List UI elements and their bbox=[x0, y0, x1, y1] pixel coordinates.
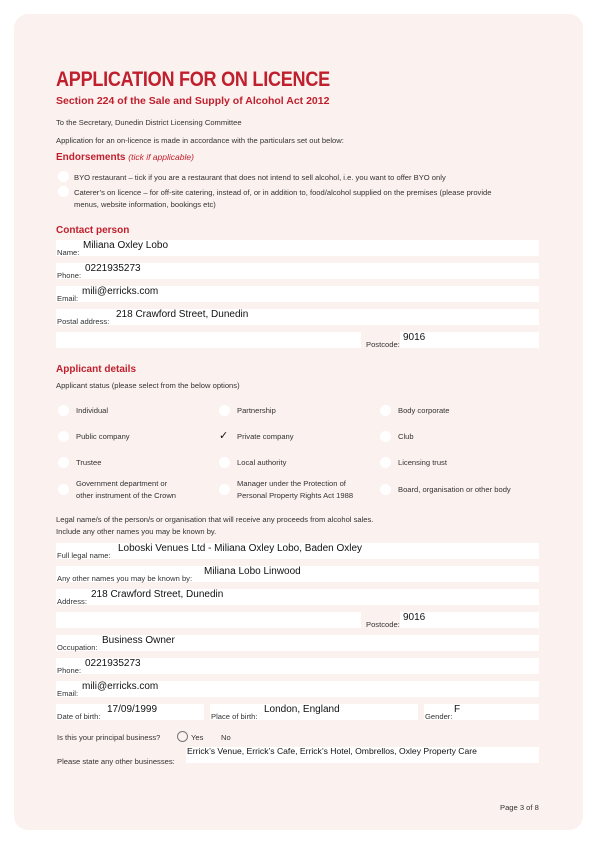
status-government-radio[interactable] bbox=[58, 484, 69, 495]
other-businesses-value: Errick’s Venue, Errick’s Cafe, Errick’s Hotel, Ombrellos, Oxley Property Care bbox=[187, 746, 477, 756]
caterer-checkbox[interactable] bbox=[58, 186, 69, 197]
status-trustee-label: Trustee bbox=[76, 458, 102, 467]
applicant-heading: Applicant details bbox=[56, 364, 137, 375]
status-private-company-checkmark[interactable]: ✓ bbox=[219, 429, 229, 442]
status-club-radio[interactable] bbox=[380, 431, 391, 442]
applicant-address-label: Address: bbox=[57, 597, 87, 606]
status-body-corporate-radio[interactable] bbox=[380, 405, 391, 416]
contact-phone-label: Phone: bbox=[57, 271, 82, 280]
applicant-postcode-value: 9016 bbox=[403, 612, 426, 623]
status-licensing-trust-radio[interactable] bbox=[380, 457, 391, 468]
to-line: To the Secretary, Dunedin District Licensing Committee bbox=[56, 118, 242, 127]
status-government-label: Government department or other instrument of the Crown bbox=[76, 479, 177, 500]
contact-heading: Contact person bbox=[56, 225, 130, 236]
contact-name-label: Name: bbox=[57, 248, 80, 257]
status-individual-radio[interactable] bbox=[58, 405, 69, 416]
occupation-label: Occupation: bbox=[57, 643, 98, 652]
status-local-authority-radio[interactable] bbox=[219, 457, 230, 468]
intro-text: Application for an on-licence is made in accordance with the particulars set out below: bbox=[56, 136, 344, 145]
pob-label: Place of birth: bbox=[211, 712, 258, 721]
applicant-address-value: 218 Crawford Street, Dunedin bbox=[91, 589, 224, 600]
status-manager-label: Manager under the Protection of Personal Property Rights Act 1988 bbox=[237, 479, 354, 500]
page-number: Page 3 of 8 bbox=[500, 803, 539, 812]
endorsements-heading: Endorsements (tick if applicable) bbox=[56, 152, 194, 163]
byo-checkbox[interactable] bbox=[58, 171, 69, 182]
page-title: APPLICATION FOR ON LICENCE bbox=[56, 68, 330, 91]
page-subtitle: Section 224 of the Sale and Supply of Alcohol Act 2012 bbox=[56, 95, 330, 107]
contact-name-value: Miliana Oxley Lobo bbox=[83, 240, 169, 251]
status-board-radio[interactable] bbox=[380, 484, 391, 495]
status-club-label: Club bbox=[398, 432, 414, 441]
legal-names-instruction-1: Legal name/s of the person/s or organisation that will receive any proceeds from alcohol sales. bbox=[56, 515, 374, 524]
pob-value: London, England bbox=[264, 704, 340, 715]
status-board-label: Board, organisation or other body bbox=[398, 485, 511, 494]
status-public-company-radio[interactable] bbox=[58, 431, 69, 442]
full-legal-name-value: Loboski Venues Ltd - Miliana Oxley Lobo, Baden Oxley bbox=[118, 543, 363, 554]
applicant-address-line2-field[interactable] bbox=[56, 612, 361, 628]
endorsements-note: (tick if applicable) bbox=[128, 152, 194, 162]
gender-label: Gender: bbox=[425, 712, 453, 721]
status-individual-label: Individual bbox=[76, 406, 109, 415]
dob-label: Date of birth: bbox=[57, 712, 101, 721]
other-names-label: Any other names you may be known by: bbox=[57, 574, 193, 583]
contact-address-line2-field[interactable] bbox=[56, 332, 361, 348]
caterer-label-2: menus, website information, bookings etc) bbox=[74, 200, 216, 209]
status-public-company-label: Public company bbox=[76, 432, 130, 441]
status-private-company-label: Private company bbox=[237, 432, 294, 441]
applicant-phone-value: 0221935273 bbox=[85, 658, 141, 669]
contact-postcode-value: 9016 bbox=[403, 332, 426, 343]
contact-email-label: Email: bbox=[57, 294, 79, 303]
status-partnership-label: Partnership bbox=[237, 406, 276, 415]
gender-value: F bbox=[454, 704, 461, 715]
dob-value: 17/09/1999 bbox=[107, 704, 158, 715]
applicant-email-value: mili@erricks.com bbox=[82, 681, 159, 692]
status-trustee-radio[interactable] bbox=[58, 457, 69, 468]
applicant-email-label: Email: bbox=[57, 689, 79, 698]
status-local-authority-label: Local authority bbox=[237, 458, 287, 467]
occupation-value: Business Owner bbox=[102, 635, 175, 646]
contact-postcode-label: Postcode: bbox=[366, 340, 400, 349]
status-partnership-radio[interactable] bbox=[219, 405, 230, 416]
other-businesses-label: Please state any other businesses: bbox=[57, 757, 175, 766]
principal-no-label[interactable]: No bbox=[221, 733, 231, 742]
full-legal-name-label: Full legal name: bbox=[57, 551, 111, 560]
status-prompt: Applicant status (please select from the below options) bbox=[56, 381, 240, 390]
contact-phone-value: 0221935273 bbox=[85, 263, 141, 274]
status-licensing-trust-label: Licensing trust bbox=[398, 458, 447, 467]
applicant-phone-label: Phone: bbox=[57, 666, 82, 675]
status-manager-radio[interactable] bbox=[219, 484, 230, 495]
principal-yes-radio[interactable] bbox=[177, 731, 188, 742]
caterer-label-1: Caterer’s on licence – for off-site catering, instead of, or in addition to, food/alcohol supplied on the premises (please provide bbox=[74, 188, 492, 197]
status-body-corporate-label: Body corporate bbox=[398, 406, 450, 415]
contact-address-value: 218 Crawford Street, Dunedin bbox=[116, 309, 249, 320]
principal-yes-label: Yes bbox=[191, 733, 204, 742]
other-names-value: Miliana Lobo Linwood bbox=[204, 566, 301, 577]
contact-email-value: mili@erricks.com bbox=[82, 286, 159, 297]
legal-names-instruction-2: Include any other names you may be known by. bbox=[56, 527, 217, 536]
principal-business-label: Is this your principal business? bbox=[57, 733, 161, 742]
byo-label: BYO restaurant – tick if you are a restaurant that does not intend to sell alcohol, i.e. you want to offer BYO only bbox=[74, 173, 446, 182]
applicant-postcode-label: Postcode: bbox=[366, 620, 400, 629]
contact-address-label: Postal address: bbox=[57, 317, 110, 326]
